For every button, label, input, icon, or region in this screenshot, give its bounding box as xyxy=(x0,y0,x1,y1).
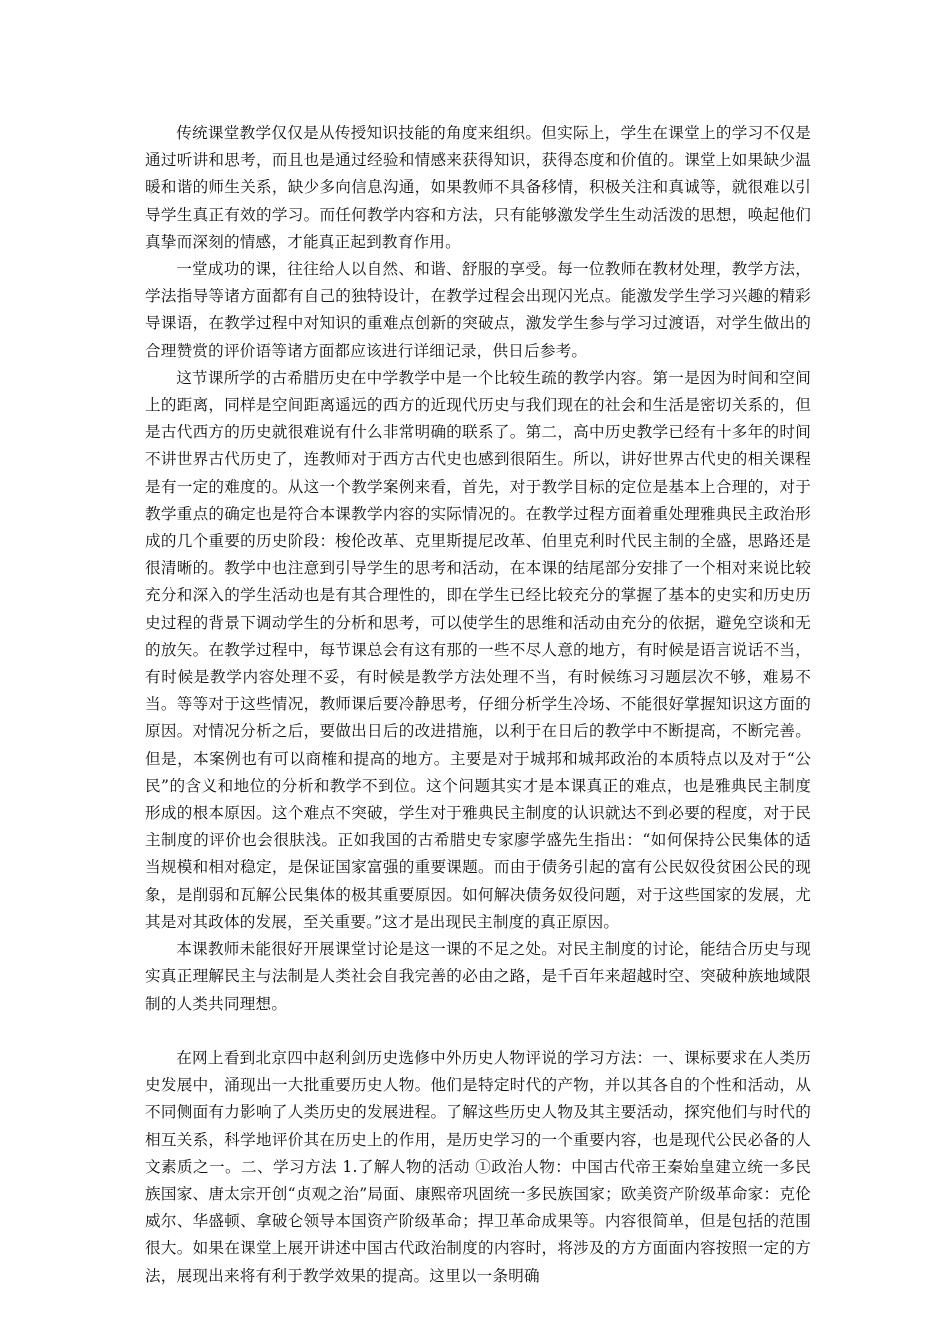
paragraph-1: 传统课堂教学仅仅是从传授知识技能的角度来组织。但实际上，学生在课堂上的学习不仅是通过听讲和思考，而且也是通过经验和情感来获得知识，获得态度和价值的。课堂上如果缺少温暖和谐的师生关系，缺少多向信息沟通，如果教师不具备移情，积极关注和真诚等，就很难以引导学生真正有效的学习。而任何教学内容和方法，只有能够激发学生生动活泼的思想，唤起他们真挚而深刻的情感，才能真正起到教育作用。 xyxy=(145,124,811,251)
paragraph-3: 这节课所学的古希腊历史在中学教学中是一个比较生疏的教学内容。第一是因为时间和空间上的距离，同样是空间距离遥远的西方的近现代历史与我们现在的社会和生活是密切关系的，但是古代西方的历史就很难说有什么非常明确的联系了。第二，高中历史教学已经有十多年的时间不讲世界古代历史了，连教师对于西方古代史也感到很陌生。所以，讲好世界古代史的相关课程是有一定的难度的。从这一个教学案例来看，首先，对于教学目标的定位是基本上合理的，对于教学重点的确定也是符合本课教学内容的实际情况的。在教学过程方面着重处理雅典民主政治形成的几个重要的历史阶段：梭伦改革、克里斯提尼改革、伯里克利时代民主制的全盛，思路还是很清晰的。教学中也注意到引导学生的思考和活动，在本课的结尾部分安排了一个相对来说比较充分和深入的学生活动也是有其合理性的，即在学生已经比较充分的掌握了基本的史实和历史历史过程的背景下调动学生的分析和思考，可以使学生的思维和活动由充分的依据，避免空谈和无的放矢。在教学过程中，每节课总会有这有那的一些不尽人意的地方，有时候是语言说话不当，有时候是教学内容处理不妥，有时候是教学方法处理不当，有时候练习习题层次不够，难易不当。等等对于这些情况，教师课后要冷静思考，仔细分析学生冷场、不能很好掌握知识这方面的原因。对情况分析之后，要做出日后的改进措施，以利于在日后的教学中不断提高，不断完善。但是，本案例也有可以商榷和提高的地方。主要是对于城邦和城邦政治的本质特点以及对于“公民”的含义和地位的分析和教学不到位。这个问题其实才是本课真正的难点，也是雅典民主制度形成的根本原因。这个难点不突破，学生对于雅典民主制度的认识就达不到必要的程度，对于民主制度的评价也会很肤浅。正如我国的古希腊史专家廖学盛先生指出：“如何保持公民集体的适当规模和相对稳定，是保证国家富强的重要课题。而由于债务引起的富有公民奴役贫困公民的现象，是削弱和瓦解公民集体的极其重要原因。如何解决债务奴役问题，对于这些国家的发展，尤其是对其政体的发展，至关重要。”这才是出现民主制度的真正原因。 xyxy=(145,368,811,931)
document-body xyxy=(145,120,811,1290)
paragraph-5: 在网上看到北京四中赵利剑历史选修中外历史人物评说的学习方法：一、课标要求在人类历史发展中，涌现出一大批重要历史人物。他们是特定时代的产物，并以其各自的个性和活动，从不同侧面有力影响了人类历史的发展进程。了解这些历史人物及其主要活动，探究他们与时代的相互关系，科学地评价其在历史上的作用，是历史学习的一个重要内容，也是现代公民必备的人文素质之一。二、学习方法 1.了解人物的活动 ①政治人物：中国古代帝王秦始皇建立统一多民族国家、唐太宗开创“贞观之治”局面、康熙帝巩固统一多民族国家；欧美资产阶级革命家：克伦威尔、华盛顿、拿破仑领导本国资产阶级革命；捍卫革命成果等。内容很简单，但是包括的范围很大。如果在课堂上展开讲述中国古代政治制度的内容时，将涉及的方方面面内容按照一定的方法，展现出来将有利于教学效果的提高。这里以一条明确 xyxy=(145,1048,811,1285)
paragraph-spacer xyxy=(145,1018,811,1045)
paragraph-4: 本课教师未能很好开展课堂讨论是这一课的不足之处。对民主制度的讨论，能结合历史与现实真正理解民主与法制是人类社会自我完善的必由之路，是千百年来超越时空、突破种族地域限制的人类共同理想。 xyxy=(145,940,811,1013)
paragraph-2: 一堂成功的课，往往给人以自然、和谐、舒服的享受。每一位教师在教材处理，教学方法，学法指导等诸方面都有自己的独特设计，在教学过程会出现闪光点。能激发学生学习兴趣的精彩导课语，在教学过程中对知识的重难点创新的突破点，激发学生参与学习过渡语，对学生做出的合理赞赏的评价语等诸方面都应该进行详细记录，供日后参考。 xyxy=(145,260,811,360)
